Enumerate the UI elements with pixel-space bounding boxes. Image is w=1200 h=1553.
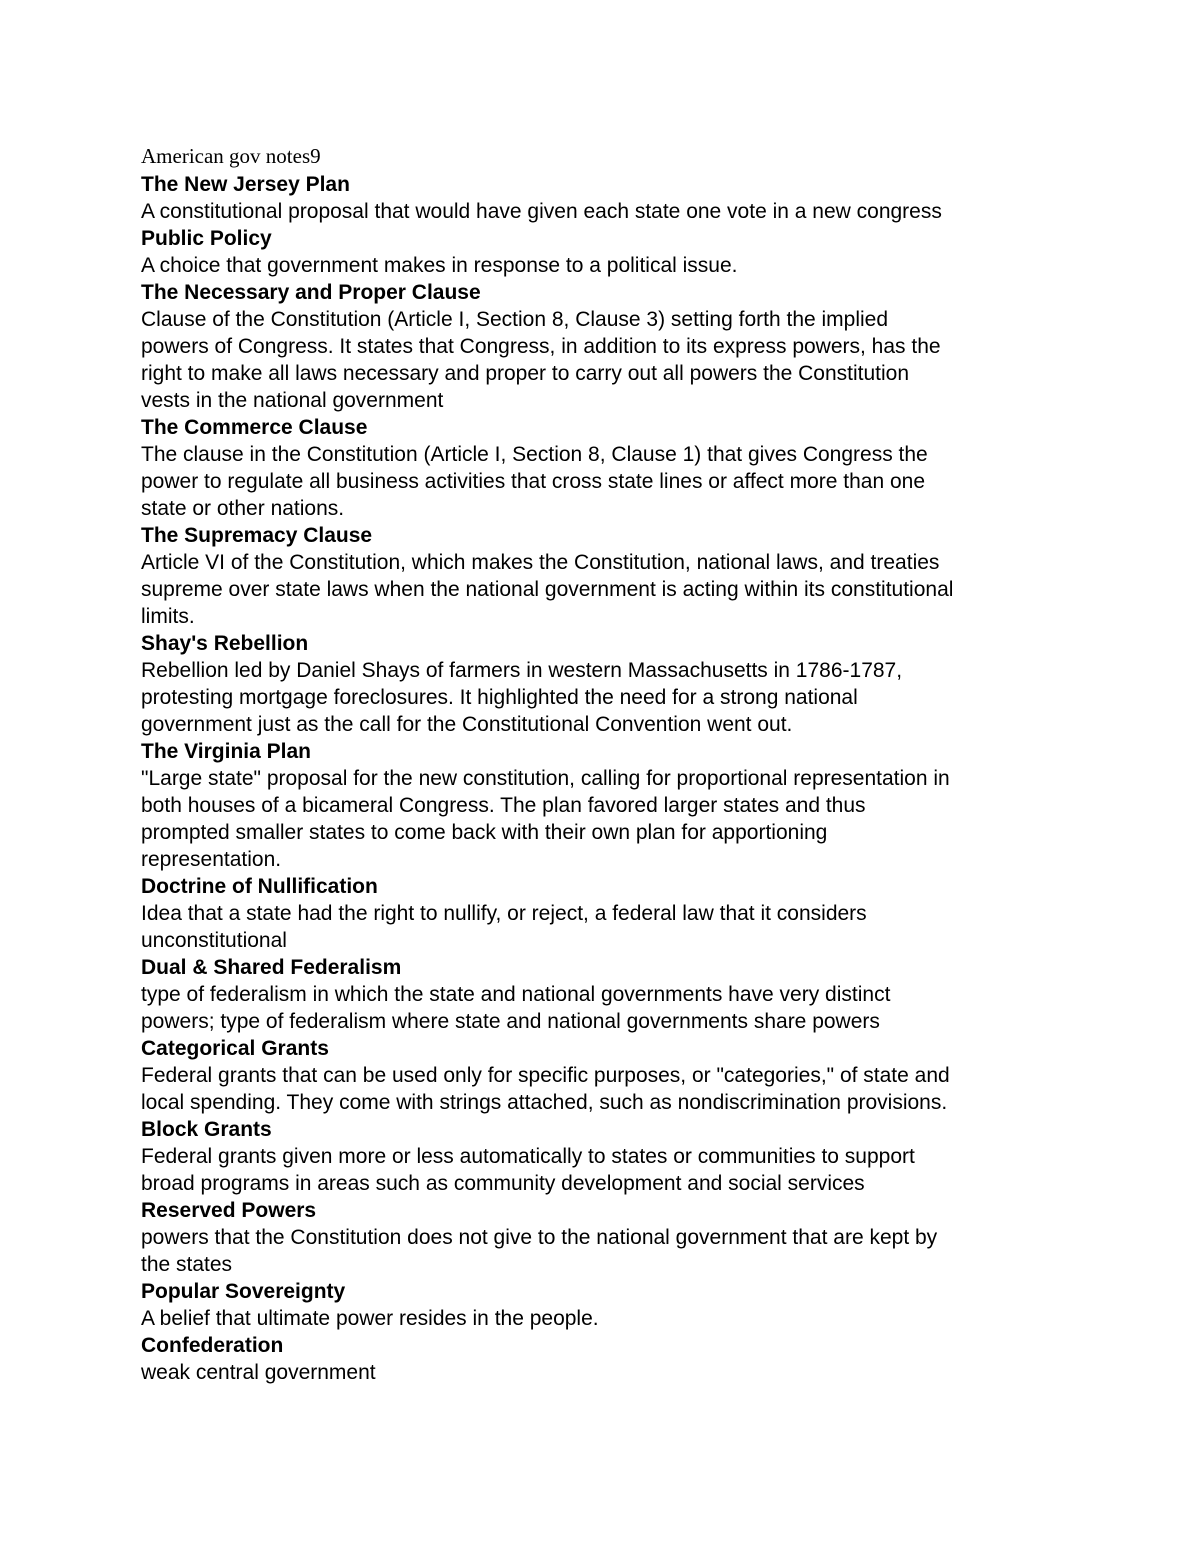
definition-line: Rebellion led by Daniel Shays of farmers in western Massachusetts in 1786-1787, xyxy=(141,659,903,682)
glossary-entry xyxy=(141,1035,1061,1116)
glossary-entry xyxy=(141,1278,1061,1332)
definition-line: powers that the Constitution does not give to the national government that are kept by xyxy=(141,1226,938,1249)
entry-term: Shay's Rebellion xyxy=(141,632,309,655)
glossary-entry xyxy=(141,954,1061,1035)
definition-line: A constitutional proposal that would have given each state one vote in a new congress xyxy=(141,200,942,223)
entry-term: Dual & Shared Federalism xyxy=(141,956,402,979)
definition-line: powers; type of federalism where state and national governments share powers xyxy=(141,1010,880,1033)
entry-definition xyxy=(141,1143,1061,1197)
entry-definition xyxy=(141,198,1061,225)
glossary-entry xyxy=(141,1332,1061,1386)
entry-term: Block Grants xyxy=(141,1118,272,1141)
document-title: American gov notes9 xyxy=(141,144,321,168)
entry-term: The Supremacy Clause xyxy=(141,524,373,547)
entry-definition xyxy=(141,252,1061,279)
glossary-entry xyxy=(141,1197,1061,1278)
definition-line: Federal grants that can be used only for specific purposes, or "categories," of state and xyxy=(141,1064,950,1087)
entry-definition xyxy=(141,1224,1061,1278)
entry-term: Confederation xyxy=(141,1334,284,1357)
glossary-entry xyxy=(141,738,1061,873)
entry-term: Categorical Grants xyxy=(141,1037,329,1060)
glossary-entry xyxy=(141,225,1061,279)
entry-term: The Virginia Plan xyxy=(141,740,311,763)
entry-definition xyxy=(141,1305,1061,1332)
glossary-entry xyxy=(141,1116,1061,1197)
entry-term: The New Jersey Plan xyxy=(141,173,350,196)
definition-line: both houses of a bicameral Congress. The plan favored larger states and thus xyxy=(141,794,866,817)
definition-line: Clause of the Constitution (Article I, Section 8, Clause 3) setting forth the implied xyxy=(141,308,889,331)
definition-line: Article VI of the Constitution, which makes the Constitution, national laws, and treaties xyxy=(141,551,940,574)
entry-term: Doctrine of Nullification xyxy=(141,875,378,898)
entry-definition xyxy=(141,441,1061,522)
definition-line: right to make all laws necessary and proper to carry out all powers the Constitution xyxy=(141,362,910,385)
entry-definition xyxy=(141,765,1061,873)
entry-term: The Necessary and Proper Clause xyxy=(141,281,481,304)
entry-term: The Commerce Clause xyxy=(141,416,368,439)
entry-definition xyxy=(141,306,1061,414)
definition-line: supreme over state laws when the national government is acting within its constitutional xyxy=(141,578,954,601)
definition-line: A choice that government makes in response to a political issue. xyxy=(141,254,738,277)
definition-line: limits. xyxy=(141,605,195,628)
definition-line: Idea that a state had the right to nullify, or reject, a federal law that it considers xyxy=(141,902,867,925)
definition-line: representation. xyxy=(141,848,282,871)
definition-line: prompted smaller states to come back with their own plan for apportioning xyxy=(141,821,828,844)
glossary-entry xyxy=(141,630,1061,738)
entry-term: Popular Sovereignty xyxy=(141,1280,346,1303)
entry-definition xyxy=(141,981,1061,1035)
definition-line: vests in the national government xyxy=(141,389,444,412)
glossary-entry xyxy=(141,522,1061,630)
glossary-entry xyxy=(141,414,1061,522)
definition-line: the states xyxy=(141,1253,233,1276)
definition-line: A belief that ultimate power resides in the people. xyxy=(141,1307,599,1330)
entry-definition xyxy=(141,1062,1061,1116)
entry-definition xyxy=(141,657,1061,738)
definition-line: Federal grants given more or less automatically to states or communities to support xyxy=(141,1145,915,1168)
glossary-entry xyxy=(141,873,1061,954)
definition-line: local spending. They come with strings attached, such as nondiscrimination provisions. xyxy=(141,1091,948,1114)
definition-line: broad programs in areas such as community development and social services xyxy=(141,1172,865,1195)
definition-line: powers of Congress. It states that Congress, in addition to its express powers, has the xyxy=(141,335,941,358)
definition-line: unconstitutional xyxy=(141,929,287,952)
definition-line: type of federalism in which the state and national governments have very distinct xyxy=(141,983,891,1006)
entry-definition xyxy=(141,900,1061,954)
document-body xyxy=(141,142,1061,1386)
entry-definition xyxy=(141,1359,1061,1386)
definition-line: protesting mortgage foreclosures. It highlighted the need for a strong national xyxy=(141,686,858,709)
glossary-list xyxy=(141,171,1061,1386)
definition-line: The clause in the Constitution (Article I, Section 8, Clause 1) that gives Congress the xyxy=(141,443,928,466)
definition-line: "Large state" proposal for the new constitution, calling for proportional representation in xyxy=(141,767,950,790)
entry-term: Public Policy xyxy=(141,227,272,250)
glossary-entry xyxy=(141,171,1061,225)
definition-line: power to regulate all business activities that cross state lines or affect more than one xyxy=(141,470,926,493)
definition-line: government just as the call for the Constitutional Convention went out. xyxy=(141,713,793,736)
definition-line: state or other nations. xyxy=(141,497,345,520)
entry-term: Reserved Powers xyxy=(141,1199,317,1222)
entry-definition xyxy=(141,549,1061,630)
glossary-entry xyxy=(141,279,1061,414)
definition-line: weak central government xyxy=(141,1361,376,1384)
